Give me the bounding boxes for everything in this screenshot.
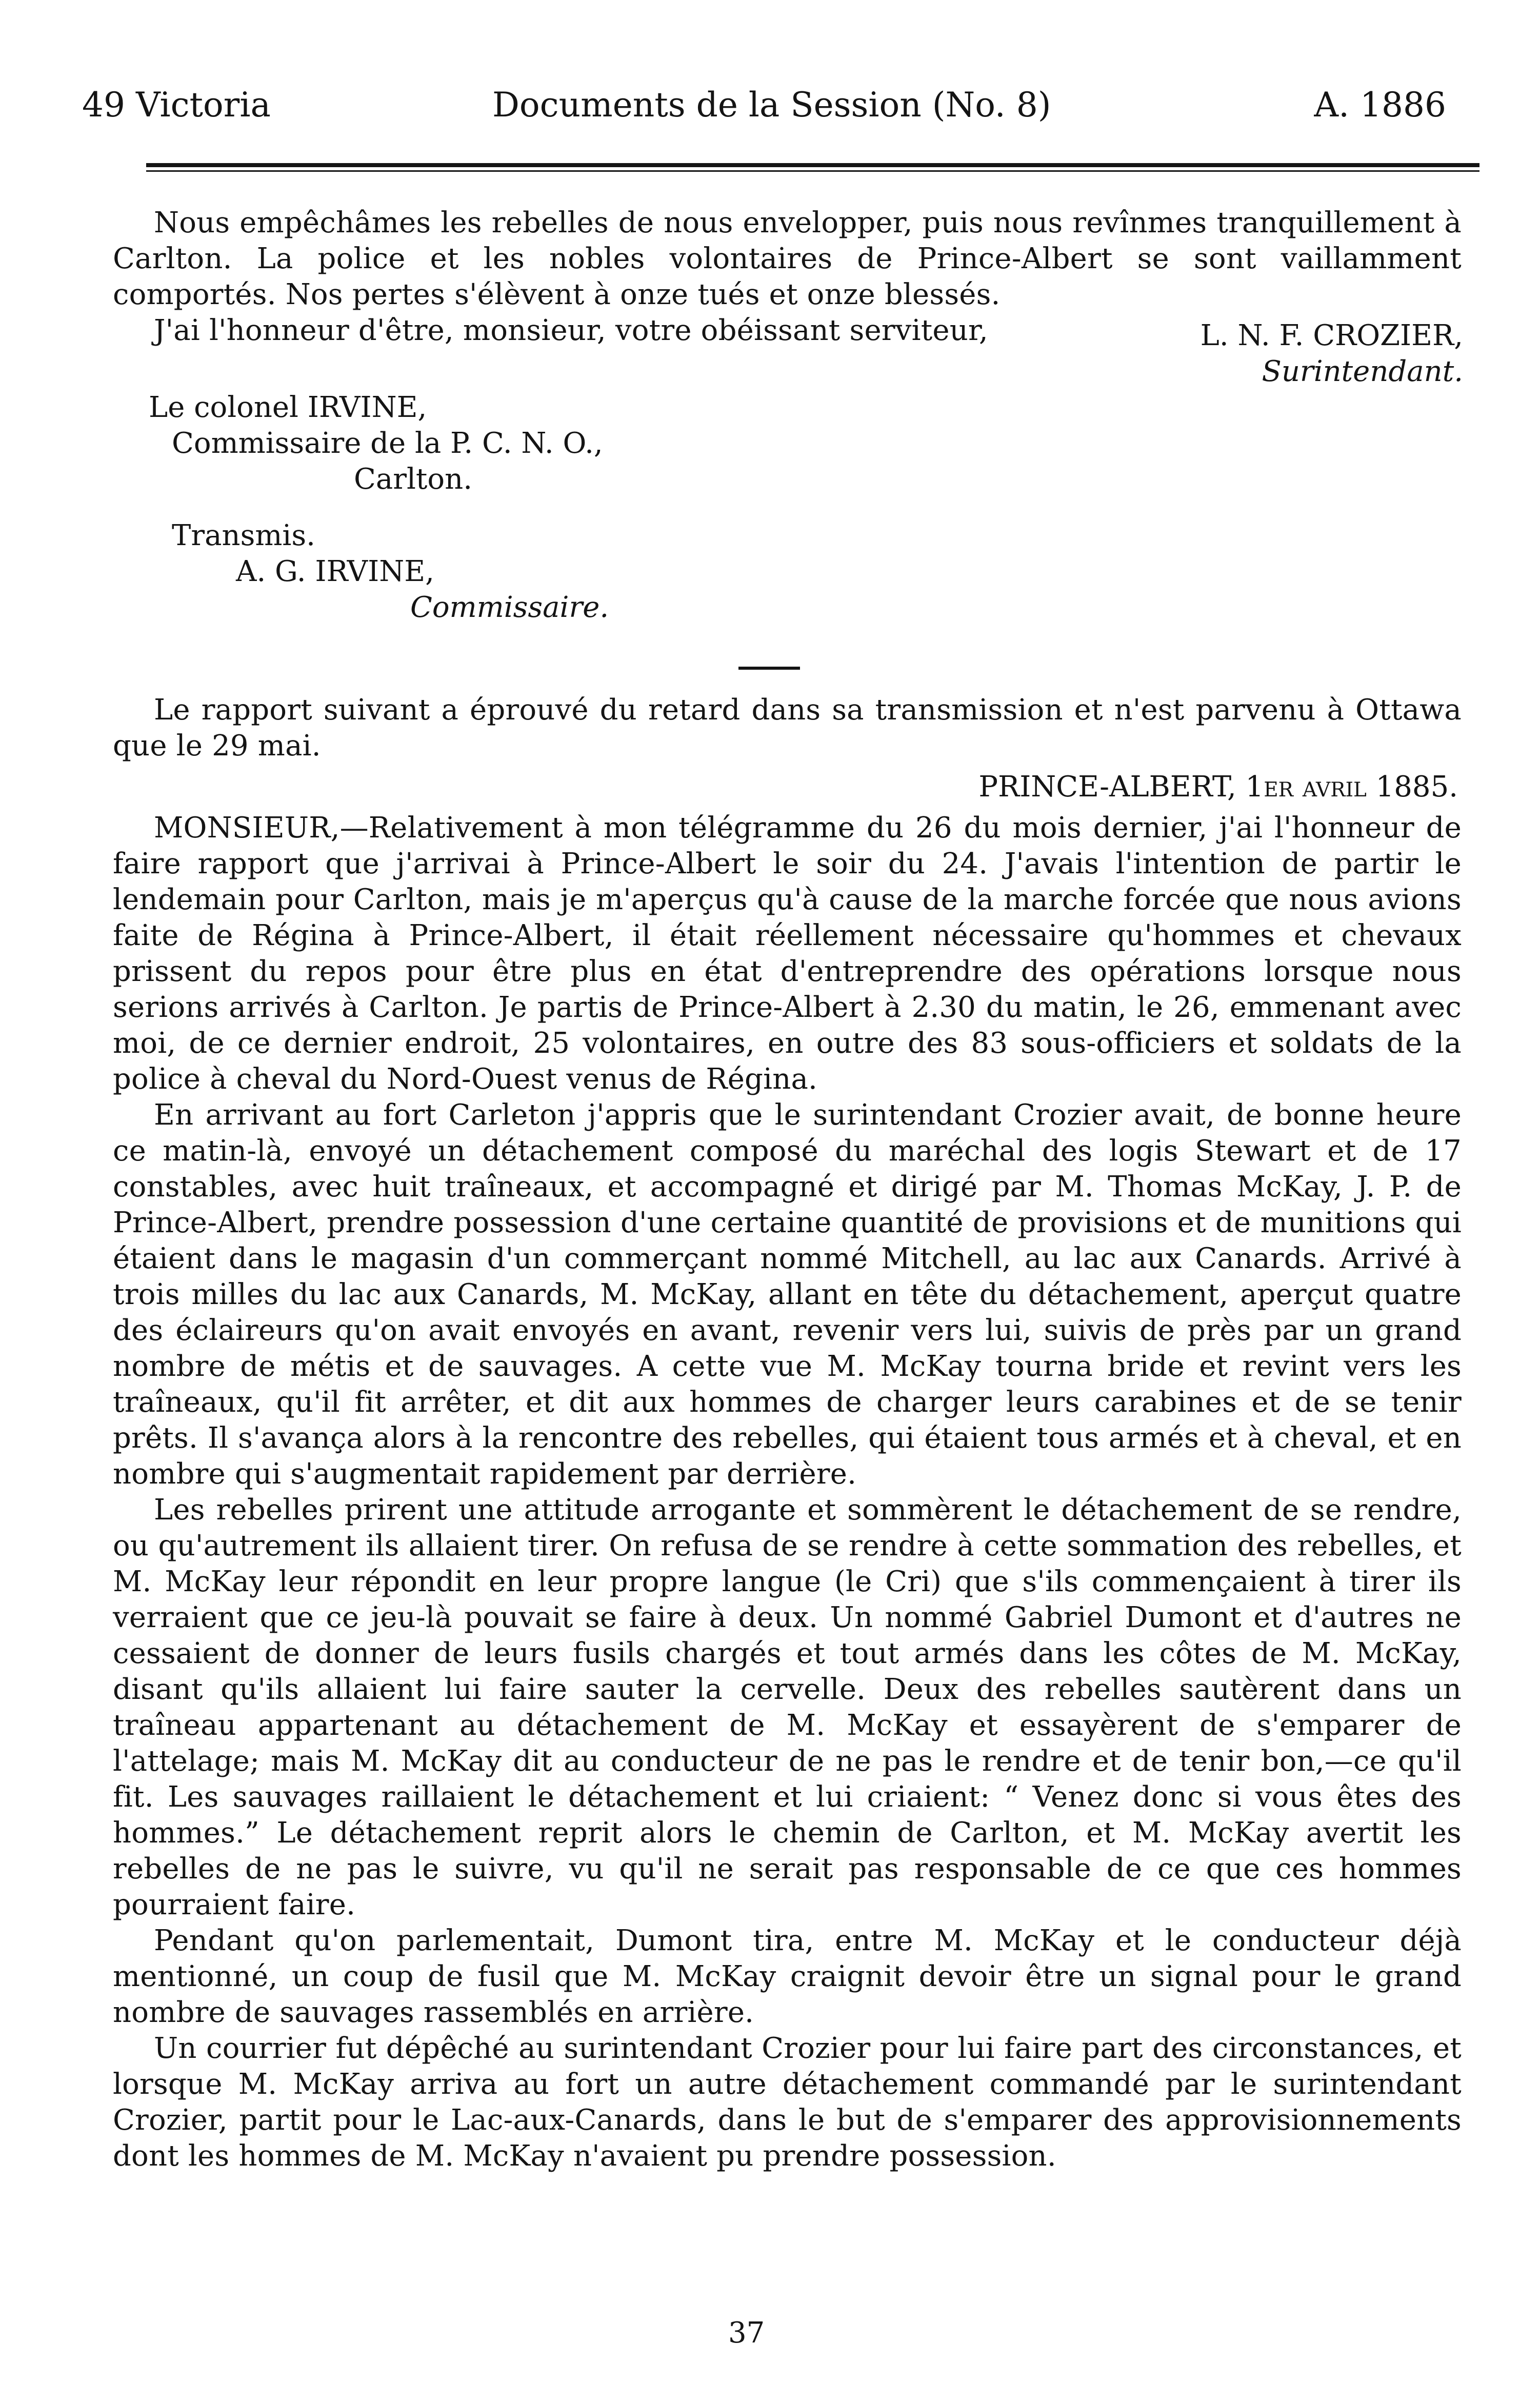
letter2-paragraph-3: Les rebelles prirent une attitude arrogante et sommèrent le détachement de se rendre, ou qu'autrement ils allaient tirer. On refusa de se rendre à cette sommation des rebelles, et M. McKay leur répondit en leur propre langue (le Cri) que s'ils commençaient à tirer ils verraient que ce jeu-là pouvait se faire à deux. Un nommé Gabriel Dumont et d'autres ne cessaient de donner de leurs fusils chargés et tout armés dans les côtes de M. McKay, disant qu'ils allaient lui faire sauter la cervelle. Deux des rebelles sautèrent dans un traîneau appartenant au détachement de M. McKay et essayèrent de s'emparer de l'attelage; mais M. McKay dit au conducteur de ne pas le rendre et de tenir bon,—ce qu'il fit. Les sauvages raillaient le détachement et lui criaient: “ Venez donc si vous êtes des hommes.” Le détachement reprit alors le chemin de Carlton, et M. McKay avertit les rebelles de ne pas le suivre, vu qu'il ne serait pas responsable de ce que ces hommes pourraient faire.: [113, 1493, 1462, 1921]
letter1-closing: J'ai l'honneur d'être, monsieur, votre obéissant serviteur,: [154, 314, 988, 347]
page-number: 37: [728, 2316, 765, 2350]
letter2-paragraph-1-text: —Relativement à mon télégramme du 26 du mois dernier, j'ai l'honneur de faire rapport que j'arrivai à Prince-Albert le soir du 24. J'avais l'intention de partir le lendemain pour Carlton, mais je m'aperçus qu'à cause de la marche forcée que nous avions faite de Régina à Prince-Albert, il était réellement nécessaire qu'hommes et chevaux prissent du repos pour être plus en état d'entreprendre des opérations lorsque nous serions arrivés à Carlton. Je partis de Prince-Albert à 2.30 du matin, le 26, emmenant avec moi, de ce dernier endroit, 25 volontaires, en outre des 83 sous-officiers et soldats de la police à cheval du Nord-Ouest venus de Régina.: [113, 811, 1462, 1096]
addressee-place: Carlton.: [354, 463, 472, 496]
letter2-paragraph-5: Un courrier fut dépêché au surintendant Crozier pour lui faire part des circonstances, et lorsque M. McKay arriva au fort un autre détachement commandé par le surintendant Crozier, partit pour le Lac-aux-Canards, dans le but de s'emparer des approvisionnements dont les hommes de M. McKay n'avaient pu prendre possession.: [113, 2032, 1462, 2173]
transmis-title: Commissaire.: [410, 591, 609, 624]
letter2-paragraph-1: [113, 810, 1462, 1097]
addressee-name: Le colonel IRVINE,: [149, 391, 427, 424]
signature-name: L. N. F. CROZIER,: [1200, 319, 1463, 352]
letter2-body: [113, 810, 1462, 2174]
transmis-label: Transmis.: [172, 519, 315, 552]
letter2-paragraph-2: En arrivant au fort Carleton j'appris que le surintendant Crozier avait, de bonne heure ce matin-là, envoyé un détachement composé du maréchal des logis Stewart et de 17 constables, avec huit traîneaux, et accompagné et dirigé par M. Thomas McKay, J. P. de Prince-Albert, prendre possession d'une certaine quantité de provisions et de munitions qui étaient dans le magasin d'un commerçant nommé Mitchell, au lac aux Canards. Arrivé à trois milles du lac aux Canards, M. McKay, allant en tête du détachement, aperçut quatre des éclaireurs qu'on avait envoyés en avant, revenir vers lui, suivis de près par un grand nombre de métis et de sauvages. A cette vue M. McKay tourna bride et revint vers les traîneaux, qu'il fit arrêter, et dit aux hommes de charger leurs carabines et de se tenir prêts. Il s'avança alors à la rencontre des rebelles, qui étaient tous armés et à cheval, et en nombre qui s'augmentait rapidement par derrière.: [113, 1098, 1462, 1491]
header-document-title: Documents de la Session (No. 8): [492, 85, 1051, 125]
header-year: A. 1886: [1314, 85, 1446, 125]
addressee-title: Commissaire de la P. C. N. O.,: [172, 427, 603, 460]
dateline: PRINCE-ALBERT, 1er avril 1885.: [978, 770, 1458, 804]
page-header: [82, 77, 1446, 133]
section-divider: [738, 667, 800, 670]
signature-title: Surintendant.: [1262, 355, 1463, 388]
salutation: MONSIEUR,: [154, 811, 340, 845]
letter1-paragraph-1: Nous empêchâmes les rebelles de nous envelopper, puis nous revînmes tranquillement à Carlton. La police et les nobles volontaires de Prince-Albert se sont vaillamment comportés. Nos pertes s'élèvent à onze tués et onze blessés.: [113, 206, 1462, 311]
header-rule-thick: [146, 163, 1479, 167]
note-paragraph: Le rapport suivant a éprouvé du retard dans sa transmission et n'est parvenu à Ottawa que le 29 mai.: [113, 693, 1462, 763]
header-rule-thin: [146, 170, 1479, 172]
transmission-note: [113, 692, 1462, 764]
transmis-name: A. G. IRVINE,: [236, 555, 434, 588]
header-session-year: 49 Victoria: [82, 85, 271, 125]
letter2-paragraph-4: Pendant qu'on parlementait, Dumont tira, entre M. McKay et le conducteur déjà mentionné, un coup de fusil que M. McKay craignit devoir être un signal pour le grand nombre de sauvages rassemblés en arrière.: [113, 1924, 1462, 2029]
